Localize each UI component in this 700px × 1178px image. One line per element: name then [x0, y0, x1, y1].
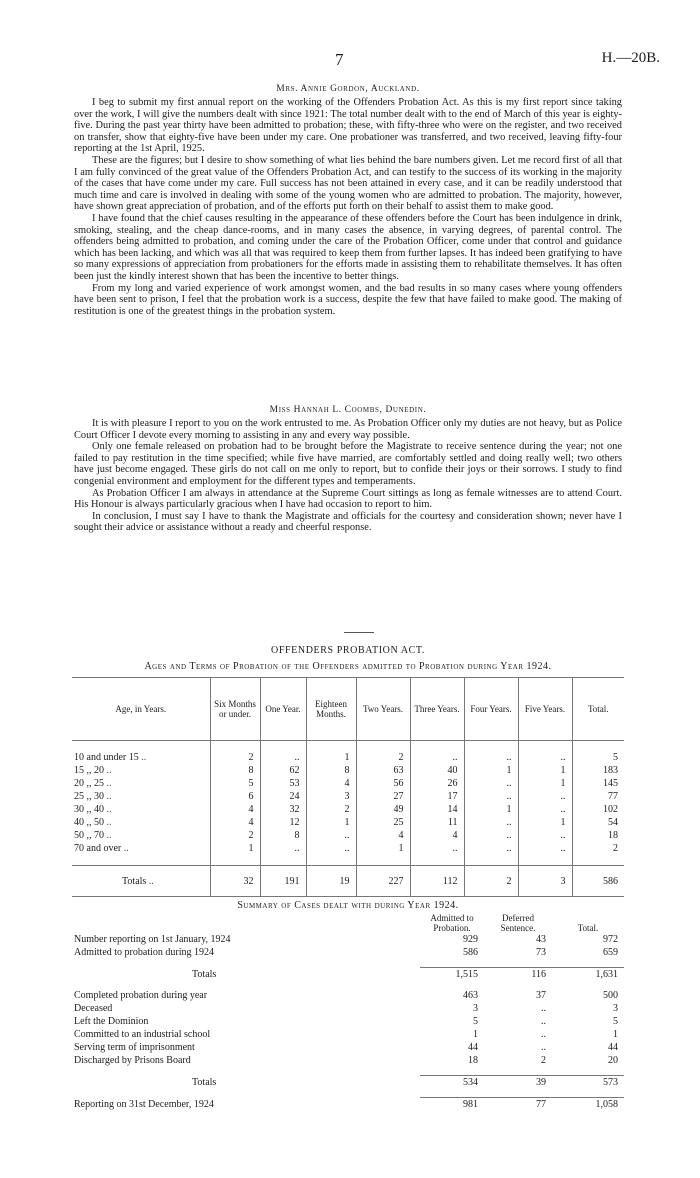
totals-label: Totals ..	[72, 866, 210, 897]
row-label: Totals	[192, 968, 217, 980]
value-cell: 586	[463, 947, 478, 958]
column-header: Total.	[572, 678, 624, 741]
report-gordon	[74, 84, 622, 317]
value-cell: 18	[468, 1055, 478, 1066]
value-cell: 17	[410, 790, 464, 803]
paragraph: From my long and varied experience of work amongst women, and the bad results in so many cases where young offenders have been sent to prison, I feel that the probation work is a success, despite the few that have failed to make good. The making of restitution is one of the greatest things in the probation system.	[74, 282, 622, 317]
value-cell: ..	[410, 751, 464, 764]
ages-terms-table	[72, 677, 624, 897]
value-cell: 39	[484, 1076, 552, 1090]
value-cell: ..	[518, 829, 572, 842]
leader-dots: ..	[106, 765, 112, 776]
value-cell: 659	[603, 947, 618, 958]
value-cell: 2	[572, 842, 624, 855]
column-header: Age, in Years.	[72, 678, 210, 741]
value-cell: 1	[518, 816, 572, 829]
leader-dots: ..	[106, 817, 112, 828]
total-cell: 227	[356, 866, 410, 897]
column-header: Total.	[577, 923, 599, 933]
value-cell: ..	[518, 803, 572, 816]
age-cell: 70 and over ..	[74, 843, 129, 854]
table2-title: Summary of Cases dealt with during Year 1924.	[237, 900, 459, 911]
row-label: Totals	[192, 1076, 217, 1088]
value-cell: 54	[572, 816, 624, 829]
value-cell: 116	[484, 968, 552, 982]
value-cell: 183	[572, 764, 624, 777]
table1-title: OFFENDERS PROBATION ACT.	[271, 645, 425, 656]
leader-dots: ..	[106, 778, 112, 789]
row-label: Committed to an industrial school	[74, 1029, 211, 1040]
row-label: Reporting on 31st December, 1924	[74, 1098, 214, 1110]
table-row	[72, 777, 624, 790]
age-cell: 30 ,, 40 ..	[74, 804, 112, 815]
total-cell: 112	[410, 866, 464, 897]
value-cell: 37	[536, 990, 546, 1001]
age-cell: 40 ,, 50 ..	[74, 817, 112, 828]
value-cell: 1,515	[420, 968, 484, 982]
value-cell: ..	[464, 790, 518, 803]
table-row	[72, 751, 624, 764]
value-cell: 77	[484, 1098, 552, 1112]
value-cell: 40	[410, 764, 464, 777]
value-cell: 12	[260, 816, 306, 829]
total-cell: 2	[464, 866, 518, 897]
value-cell: 24	[260, 790, 306, 803]
value-cell: 20	[608, 1055, 618, 1066]
value-cell: 5	[473, 1016, 478, 1027]
column-header: One Year.	[260, 678, 306, 741]
value-cell: 18	[572, 829, 624, 842]
value-cell: 929	[463, 934, 478, 945]
value-cell: ..	[518, 751, 572, 764]
table-row	[72, 946, 624, 959]
totals-row	[72, 866, 624, 897]
table-row	[72, 1002, 624, 1015]
table-row	[72, 1098, 624, 1112]
table-row	[72, 764, 624, 777]
value-cell: ..	[518, 790, 572, 803]
value-cell: 62	[260, 764, 306, 777]
value-cell: 44	[468, 1042, 478, 1053]
paragraph: It is with pleasure I report to you on the work entrusted to me. As Probation Officer only my duties are not heavy, but as Police Court Officer I devote every morning to assisting in any and every way possible.	[74, 418, 622, 441]
value-cell: 1	[356, 842, 410, 855]
value-cell: 6	[210, 790, 260, 803]
table1-subtitle: Ages and Terms of Probation of the Offenders admitted to Probation during Year 1924.	[144, 661, 552, 672]
value-cell: 1	[518, 764, 572, 777]
leader-dots: ..	[123, 843, 129, 854]
age-cell: 20 ,, 25 ..	[74, 778, 112, 789]
value-cell: 32	[260, 803, 306, 816]
column-header: Admitted to Probation.	[430, 913, 474, 933]
leader-dots: ..	[106, 791, 112, 802]
total-cell: 3	[518, 866, 572, 897]
table-row	[72, 803, 624, 816]
value-cell: 534	[420, 1076, 484, 1090]
value-cell: 4	[306, 777, 356, 790]
value-cell: 1	[464, 764, 518, 777]
value-cell: ..	[464, 751, 518, 764]
column-header: Five Years.	[518, 678, 572, 741]
row-label: Discharged by Prisons Board	[74, 1055, 191, 1066]
value-cell: 3	[306, 790, 356, 803]
table-header-row	[72, 678, 624, 741]
value-cell: 3	[473, 1003, 478, 1014]
row-label: Left the Dominion	[74, 1016, 149, 1027]
value-cell: 8	[306, 764, 356, 777]
paragraph: I beg to submit my first annual report on the working of the Offenders Probation Act. As this is my first report since taking over the work, I will give the numbers dealt with since 1921: The total number dealt with to the end of March of this year is eighty-five. During the past year thirty have been admitted to probation; these, with fifty-three who were on the register, and two received on transfer, show that eighty-five have been under my care. One probationer was transferred, and two received, leaving fifty-four reporting at the 1st April, 1925.	[74, 97, 622, 155]
leader-dots: ..	[106, 804, 112, 815]
value-cell: 2	[356, 751, 410, 764]
value-cell: ..	[464, 816, 518, 829]
value-cell: 11	[410, 816, 464, 829]
value-cell: 49	[356, 803, 410, 816]
table-row	[72, 842, 624, 855]
value-cell: 2	[210, 751, 260, 764]
value-cell: ..	[541, 1042, 546, 1053]
value-cell: 2	[210, 829, 260, 842]
value-cell: 500	[603, 990, 618, 1001]
value-cell: 43	[536, 934, 546, 945]
paragraph: I have found that the chief causes resulting in the appearance of these offenders before the Court has been indulgence in drink, smoking, stealing, and the cheap dance-rooms, and in many cases the absence, in varying degrees, of parental control. The offenders being admitted to probation, and coming under the care of the Probation Officer, come under that control and guidance which has been lacking, and which was all that was required to keep them from further lapses. It has indeed been gratifying to have so many expressions of appreciation from probationers for the efforts made in assisting them to rehabilitate themselves. It has often been just the kindly interest shown that has been the incentive to better things.	[74, 212, 622, 282]
value-cell: 1	[464, 803, 518, 816]
value-cell: 5	[613, 1016, 618, 1027]
paper-reference: H.—20B.	[601, 50, 660, 66]
value-cell: 463	[463, 990, 478, 1001]
age-cell: 25 ,, 30 ..	[74, 791, 112, 802]
value-cell: 8	[260, 829, 306, 842]
section-heading: Mrs. Annie Gordon, Auckland.	[276, 84, 420, 94]
value-cell: 145	[572, 777, 624, 790]
value-cell: 56	[356, 777, 410, 790]
table-row	[72, 816, 624, 829]
value-cell: 5	[210, 777, 260, 790]
value-cell: ..	[464, 777, 518, 790]
value-cell: 77	[572, 790, 624, 803]
value-cell: 26	[410, 777, 464, 790]
column-header: Six Months or under.	[210, 678, 260, 741]
table-row	[72, 1076, 624, 1090]
value-cell: ..	[410, 842, 464, 855]
value-cell: ..	[260, 842, 306, 855]
value-cell: 972	[603, 934, 618, 945]
total-cell: 32	[210, 866, 260, 897]
table-row	[72, 1054, 624, 1067]
paragraph: These are the figures; but I desire to show something of what lies behind the bare numbers given. Let me record first of all that I am fully convinced of the great value of the Offenders Probation Act, and can testify to the success of its working in the majority of the cases that have come under my care. Full success has not been attained in every case, and it can be readily understood that much time and care is involved in dealing with some of the young women who are admitted to probation. The majority, however, have shown great appreciation of probation, and of the efforts put forth on their behalf to assist them to make good.	[74, 154, 622, 213]
leader-dots: ..	[148, 875, 154, 887]
value-cell: ..	[518, 842, 572, 855]
value-cell: 102	[572, 803, 624, 816]
row-label: Number reporting on 1st January, 1924	[74, 934, 231, 945]
paragraph: As Probation Officer I am always in attendance at the Supreme Court sittings as long as female witnesses are to attend Court. His Honour is always particularly gracious when I have had occasion to report to him.	[74, 487, 622, 511]
table-row	[72, 968, 624, 982]
value-cell: 8	[210, 764, 260, 777]
value-cell: 14	[410, 803, 464, 816]
value-cell: ..	[464, 829, 518, 842]
total-cell: 191	[260, 866, 306, 897]
value-cell: 63	[356, 764, 410, 777]
table-row	[72, 933, 624, 946]
leader-dots: ..	[106, 830, 112, 841]
value-cell: 4	[356, 829, 410, 842]
value-cell: 44	[608, 1042, 618, 1053]
value-cell: 573	[552, 1076, 624, 1090]
total-cell: 19	[306, 866, 356, 897]
table-row	[72, 1028, 624, 1041]
value-cell: ..	[260, 751, 306, 764]
table-row	[72, 1015, 624, 1028]
value-cell: 1,058	[552, 1098, 624, 1112]
value-cell: 1	[306, 751, 356, 764]
value-cell: ..	[541, 1003, 546, 1014]
value-cell: ..	[541, 1029, 546, 1040]
value-cell: 1	[473, 1029, 478, 1040]
value-cell: 1	[306, 816, 356, 829]
paragraph: In conclusion, I must say I have to thank the Magistrate and officials for the courtesy and consideration shown; never have I sought their advice or assistance without a ready and cheerful response.	[74, 510, 622, 534]
page-header	[0, 50, 700, 74]
value-cell: 27	[356, 790, 410, 803]
column-header: Two Years.	[356, 678, 410, 741]
section-heading: Miss Hannah L. Coombs, Dunedin.	[269, 405, 427, 415]
value-cell: 3	[613, 1003, 618, 1014]
column-header: Eighteen Months.	[306, 678, 356, 741]
value-cell: 981	[420, 1098, 484, 1112]
value-cell: 4	[210, 816, 260, 829]
value-cell: ..	[306, 842, 356, 855]
value-cell: 1	[210, 842, 260, 855]
total-cell: 586	[572, 866, 624, 897]
row-label: Deceased	[74, 1003, 113, 1014]
section-divider	[344, 632, 374, 633]
value-cell: 1,631	[552, 968, 624, 982]
row-label: Completed probation during year	[74, 990, 208, 1001]
row-label: Serving term of imprisonment	[74, 1042, 195, 1053]
paragraph: Only one female released on probation had to be brought before the Magistrate to receive sentence during the year; not one failed to pay restitution in the time specified; while five have married, are comfortably settled and doing really well; two others have just become engaged. These girls do not call on me only to report, but to confide their joys or their sorrows. I study to find congenial environment and employment for the different types and temperaments.	[74, 441, 622, 487]
value-cell: 1	[613, 1029, 618, 1040]
value-cell: 5	[572, 751, 624, 764]
value-cell: ..	[306, 829, 356, 842]
page-number: 7	[335, 50, 344, 69]
age-cell: 50 ,, 70 ..	[74, 830, 112, 841]
table-header-row	[72, 913, 624, 933]
table-row	[72, 829, 624, 842]
report-coombs	[74, 405, 622, 534]
summary-table	[72, 913, 624, 1111]
column-header: Deferred Sentence.	[500, 913, 536, 933]
value-cell: 2	[306, 803, 356, 816]
row-label: Admitted to probation during 1924	[74, 947, 214, 958]
value-cell: 73	[536, 947, 546, 958]
table-row	[72, 1041, 624, 1054]
value-cell: 53	[260, 777, 306, 790]
age-cell: 15 ,, 20 ..	[74, 765, 112, 776]
value-cell: 1	[518, 777, 572, 790]
age-cell: 10 and under 15 ..	[74, 752, 147, 763]
value-cell: ..	[541, 1016, 546, 1027]
leader-dots: ..	[141, 752, 147, 763]
column-header: Three Years.	[410, 678, 464, 741]
value-cell: 4	[410, 829, 464, 842]
column-header: Four Years.	[464, 678, 518, 741]
table-row	[72, 790, 624, 803]
table-row	[72, 989, 624, 1002]
value-cell: 4	[210, 803, 260, 816]
value-cell: 25	[356, 816, 410, 829]
value-cell: ..	[464, 842, 518, 855]
value-cell: 2	[541, 1055, 546, 1066]
